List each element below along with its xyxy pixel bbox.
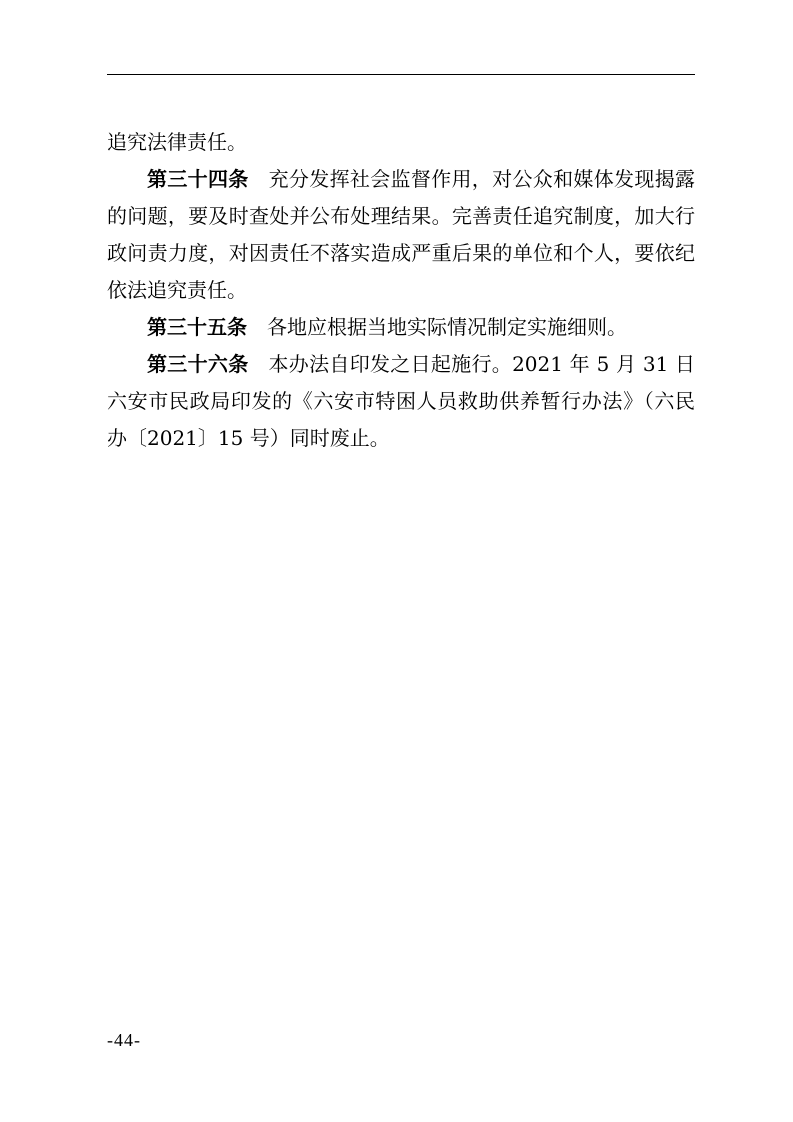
document-body	[107, 124, 695, 457]
paragraph-continuation	[107, 124, 695, 161]
article-number: 第三十六条	[147, 352, 249, 376]
article-number: 第三十五条	[147, 315, 247, 339]
article-36-paragraph	[107, 346, 695, 457]
paragraph-text: 本办法自印发之日起施行。2021 年 5 月 31 日六安市民政局印发的《六安市特困人员救助供养暂行办法》（六民办〔2021〕15 号）同时废止。	[107, 352, 696, 450]
header-rule	[107, 74, 695, 75]
article-number: 第三十四条	[147, 167, 249, 191]
article-34-paragraph	[107, 161, 695, 309]
paragraph-text: 追究法律责任。	[107, 130, 247, 154]
paragraph-text: 各地应根据当地实际情况制定实施细则。	[267, 315, 627, 339]
page-number: -44-	[107, 1030, 141, 1050]
paragraph-text: 充分发挥社会监督作用，对公众和媒体发现揭露的问题，要及时查处并公布处理结果。完善责任追究制度，加大行政问责力度，对因责任不落实造成严重后果的单位和个人，要依纪依法追究责任。	[107, 167, 696, 302]
article-35-paragraph	[107, 309, 695, 346]
